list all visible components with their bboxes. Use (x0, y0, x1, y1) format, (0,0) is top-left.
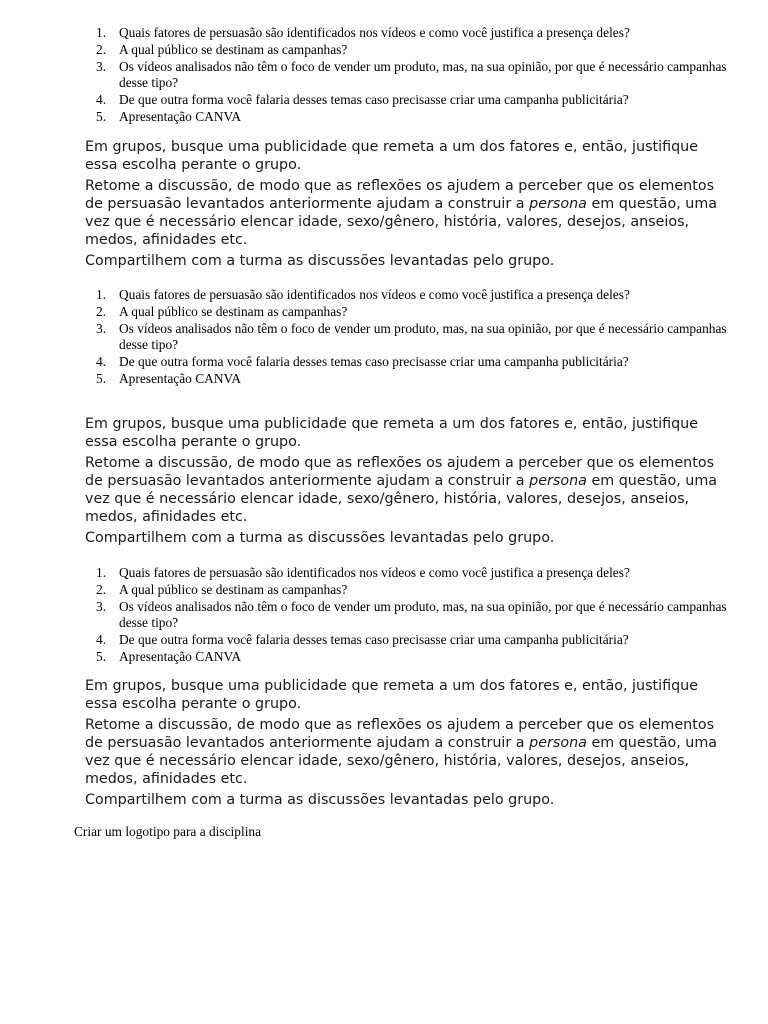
list-item: 4. De que outra forma você falaria desses temas caso precisasse criar uma campanha publicitária? (96, 354, 629, 370)
question-list (96, 25, 736, 126)
list-item: 1. Quais fatores de persuasão são identificados nos vídeos e como você justifica a presença deles? (96, 565, 630, 580)
instruction-share: Compartilhem com a turma as discussões levantadas pelo grupo. (85, 530, 555, 546)
instruction-share: Compartilhem com a turma as discussões levantadas pelo grupo. (85, 792, 555, 808)
list-item: 5. Apresentação CANVA (96, 108, 242, 124)
list-item: 4. De que outra forma você falaria desses temas caso precisasse criar uma campanha publicitária? (96, 632, 629, 648)
list-item: 1. Quais fatores de persuasão são identificados nos vídeos e como você justifica a presença deles? (96, 25, 630, 40)
instruction-group-search: Em grupos, busque uma publicidade que remeta a um dos fatores e, então, justifique essa escolha perante o grupo. (85, 678, 699, 712)
list-item: 3. Os vídeos analisados não têm o foco de vender um produto, mas, na sua opinião, por que é necessário campanhas desse tipo? (96, 598, 727, 631)
instruction-discussion: Retome a discussão, de modo que as reflexões os ajudem a perceber que os elementos de persuasão levantados anteriormente ajudam a construir a persona em questão, uma vez que é necessário elencar idade, sexo/gênero, história, valores, desejos, anseios, medos, afinidades etc. (85, 717, 718, 787)
question-list (96, 287, 736, 388)
list-item: 2. A qual público se destinam as campanhas? (96, 581, 348, 597)
list-item: 5. Apresentação CANVA (96, 370, 242, 386)
list-item: 2. A qual público se destinam as campanhas? (96, 303, 348, 319)
instruction-group-search: Em grupos, busque uma publicidade que remeta a um dos fatores e, então, justifique essa escolha perante o grupo. (85, 416, 699, 450)
instruction-discussion: Retome a discussão, de modo que as reflexões os ajudem a perceber que os elementos de persuasão levantados anteriormente ajudam a construir a persona em questão, uma vez que é necessário elencar idade, sexo/gênero, história, valores, desejos, anseios, medos, afinidades etc. (85, 455, 718, 525)
list-item: 5. Apresentação CANVA (96, 648, 242, 664)
instruction-group-search: Em grupos, busque uma publicidade que remeta a um dos fatores e, então, justifique essa escolha perante o grupo. (85, 139, 699, 173)
final-task: Criar um logotipo para a disciplina (74, 824, 262, 839)
activity-instructions (85, 677, 725, 809)
instruction-discussion: Retome a discussão, de modo que as reflexões os ajudem a perceber que os elementos de persuasão levantados anteriormente ajudam a construir a persona em questão, uma vez que é necessário elencar idade, sexo/gênero, história, valores, desejos, anseios, medos, afinidades etc. (85, 178, 718, 248)
list-item: 4. De que outra forma você falaria desses temas caso precisasse criar uma campanha publicitária? (96, 92, 629, 108)
question-list (96, 565, 736, 666)
instruction-share: Compartilhem com a turma as discussões levantadas pelo grupo. (85, 253, 555, 269)
list-item: 3. Os vídeos analisados não têm o foco de vender um produto, mas, na sua opinião, por que é necessário campanhas desse tipo? (96, 58, 727, 91)
activity-instructions (85, 138, 725, 270)
list-item: 1. Quais fatores de persuasão são identificados nos vídeos e como você justifica a presença deles? (96, 287, 630, 302)
list-item: 3. Os vídeos analisados não têm o foco de vender um produto, mas, na sua opinião, por que é necessário campanhas desse tipo? (96, 320, 727, 353)
activity-instructions (85, 415, 725, 547)
list-item: 2. A qual público se destinam as campanhas? (96, 41, 348, 57)
